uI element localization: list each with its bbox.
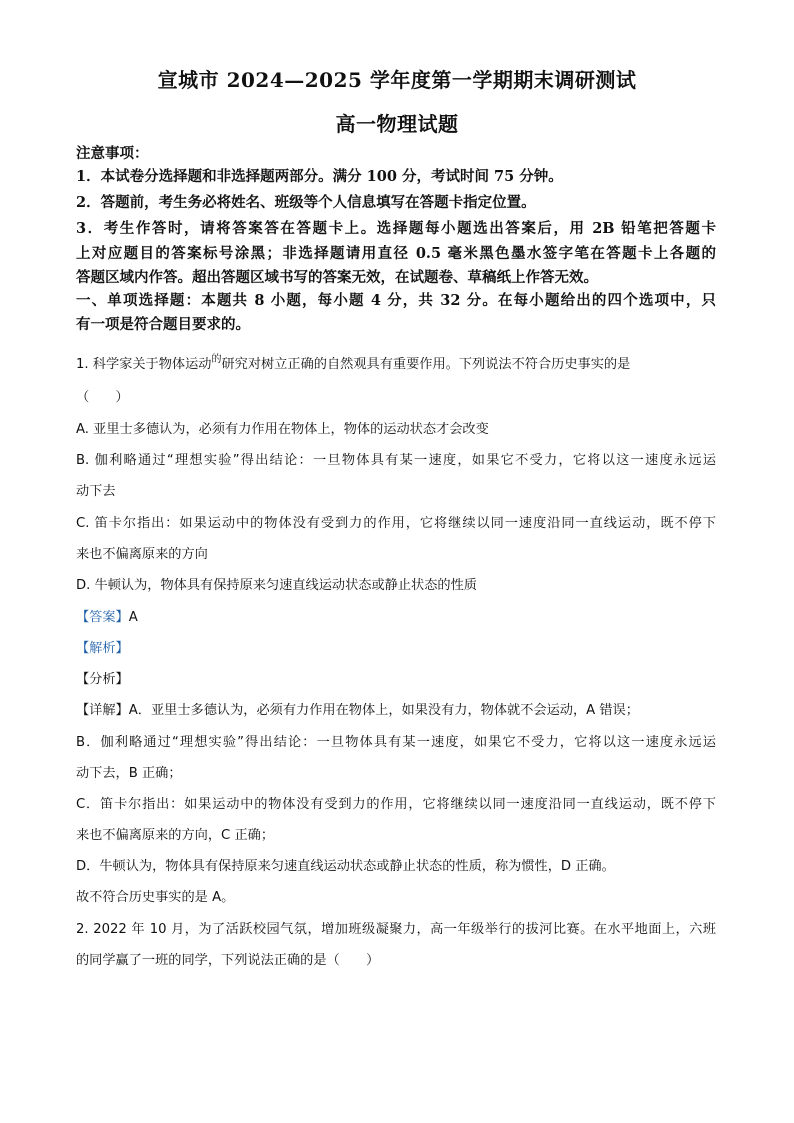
q1-stem-part-b: 研究对树立正确的自然观具有重要作用。下列说法不符合历史事实的是: [221, 357, 631, 372]
q1-detail-a: [76, 699, 716, 718]
q1-option-b-line-1: B. 伽利略通过“理想实验”得出结论：一旦物体具有某一速度，如果它不受力，它将以这一速度永远运: [76, 453, 716, 468]
exam-subtitle: 高一物理试题: [335, 112, 459, 136]
q1-detail-c-line-2: 来也不偏离原来的方向，C 正确；: [76, 828, 275, 843]
q1-option-c-line-2: 来也不偏离原来的方向: [76, 547, 208, 562]
notice-heading: 注意事项：: [76, 145, 149, 162]
q2-stem-line-1: 2. 2022 年 10 月，为了活跃校园气氛，增加班级凝聚力，高一年级举行的拔河比赛。在水平地面上，六班: [76, 922, 716, 937]
analysis-label: 【解析】: [76, 641, 129, 656]
fenxi-label: 【分析】: [76, 672, 129, 687]
q1-answer: [76, 606, 716, 625]
notice-item-1: 1．本试卷分选择题和非选择题两部分。满分 100 分，考试时间 75 分钟。: [76, 168, 563, 185]
q1-option-d: D. 牛顿认为，物体具有保持原来匀速直线运动状态或静止状态的性质: [76, 578, 477, 593]
q1-option-c-line-1: C. 笛卡尔指出：如果运动中的物体没有受到力的作用，它将继续以同一速度沿同一直线运动，既不停下: [76, 516, 716, 531]
q1-detail-c-line-1: C．笛卡尔指出：如果运动中的物体没有受到力的作用，它将继续以同一速度沿同一直线运动，既不停下: [76, 797, 716, 812]
q1-detail-b-line-2: 动下去，B 正确；: [76, 766, 182, 781]
q1-option-a: A. 亚里士多德认为，必须有力作用在物体上，物体的运动状态才会改变: [76, 422, 489, 437]
detail-a-text: A．亚里士多德认为，必须有力作用在物体上，如果没有力，物体就不会运动，A 错误；: [128, 703, 639, 718]
q1-conclusion: 故不符合历史事实的是 A。: [76, 890, 235, 905]
q2-stem-line-2: 的同学赢了一班的同学，下列说法正确的是（ ）: [76, 953, 380, 968]
answer-label: 【答案】: [76, 610, 129, 625]
q1-detail-d: D．牛顿认为，物体具有保持原来匀速直线运动状态或静止状态的性质，称为惯性，D 正确。: [76, 859, 615, 874]
q1-stem: [76, 353, 716, 372]
q1-paren: （ ）: [76, 390, 129, 405]
exam-title: 宣城市 2024—2025 学年度第一学期期末调研测试: [157, 68, 637, 92]
section-heading-line-2: 有一项是符合题目要求的。: [76, 316, 250, 333]
notice-item-3-line-2: 上对应题目的答案标号涂黑；非选择题请用直径 0.5 毫米黑色墨水签字笔在答题卡上各题的: [76, 245, 716, 262]
answer-value: A: [128, 610, 138, 625]
q1-stem-part-a: 1. 科学家关于物体运动: [76, 357, 212, 372]
q1-detail-b-line-1: B．伽利略通过“理想实验”得出结论：一旦物体具有某一速度，如果它不受力，它将以这一速度永远运: [76, 735, 716, 750]
notice-item-3-line-3: 答题区域内作答。超出答题区域书写的答案无效，在试题卷、草稿纸上作答无效。: [76, 269, 598, 286]
q1-stem-superscript: 的: [211, 354, 222, 365]
notice-item-2: 2．答题前，考生务必将姓名、班级等个人信息填写在答题卡指定位置。: [76, 194, 536, 211]
q1-option-b-line-2: 动下去: [76, 484, 116, 499]
detail-label: 【详解】: [76, 703, 129, 718]
section-heading-line-1: 一、单项选择题：本题共 8 小题，每小题 4 分，共 32 分。在每小题给出的四个选项中，只: [76, 292, 716, 309]
notice-item-3-line-1: 3．考生作答时，请将答案答在答题卡上。选择题每小题选出答案后，用 2B 铅笔把答题卡: [76, 220, 716, 237]
